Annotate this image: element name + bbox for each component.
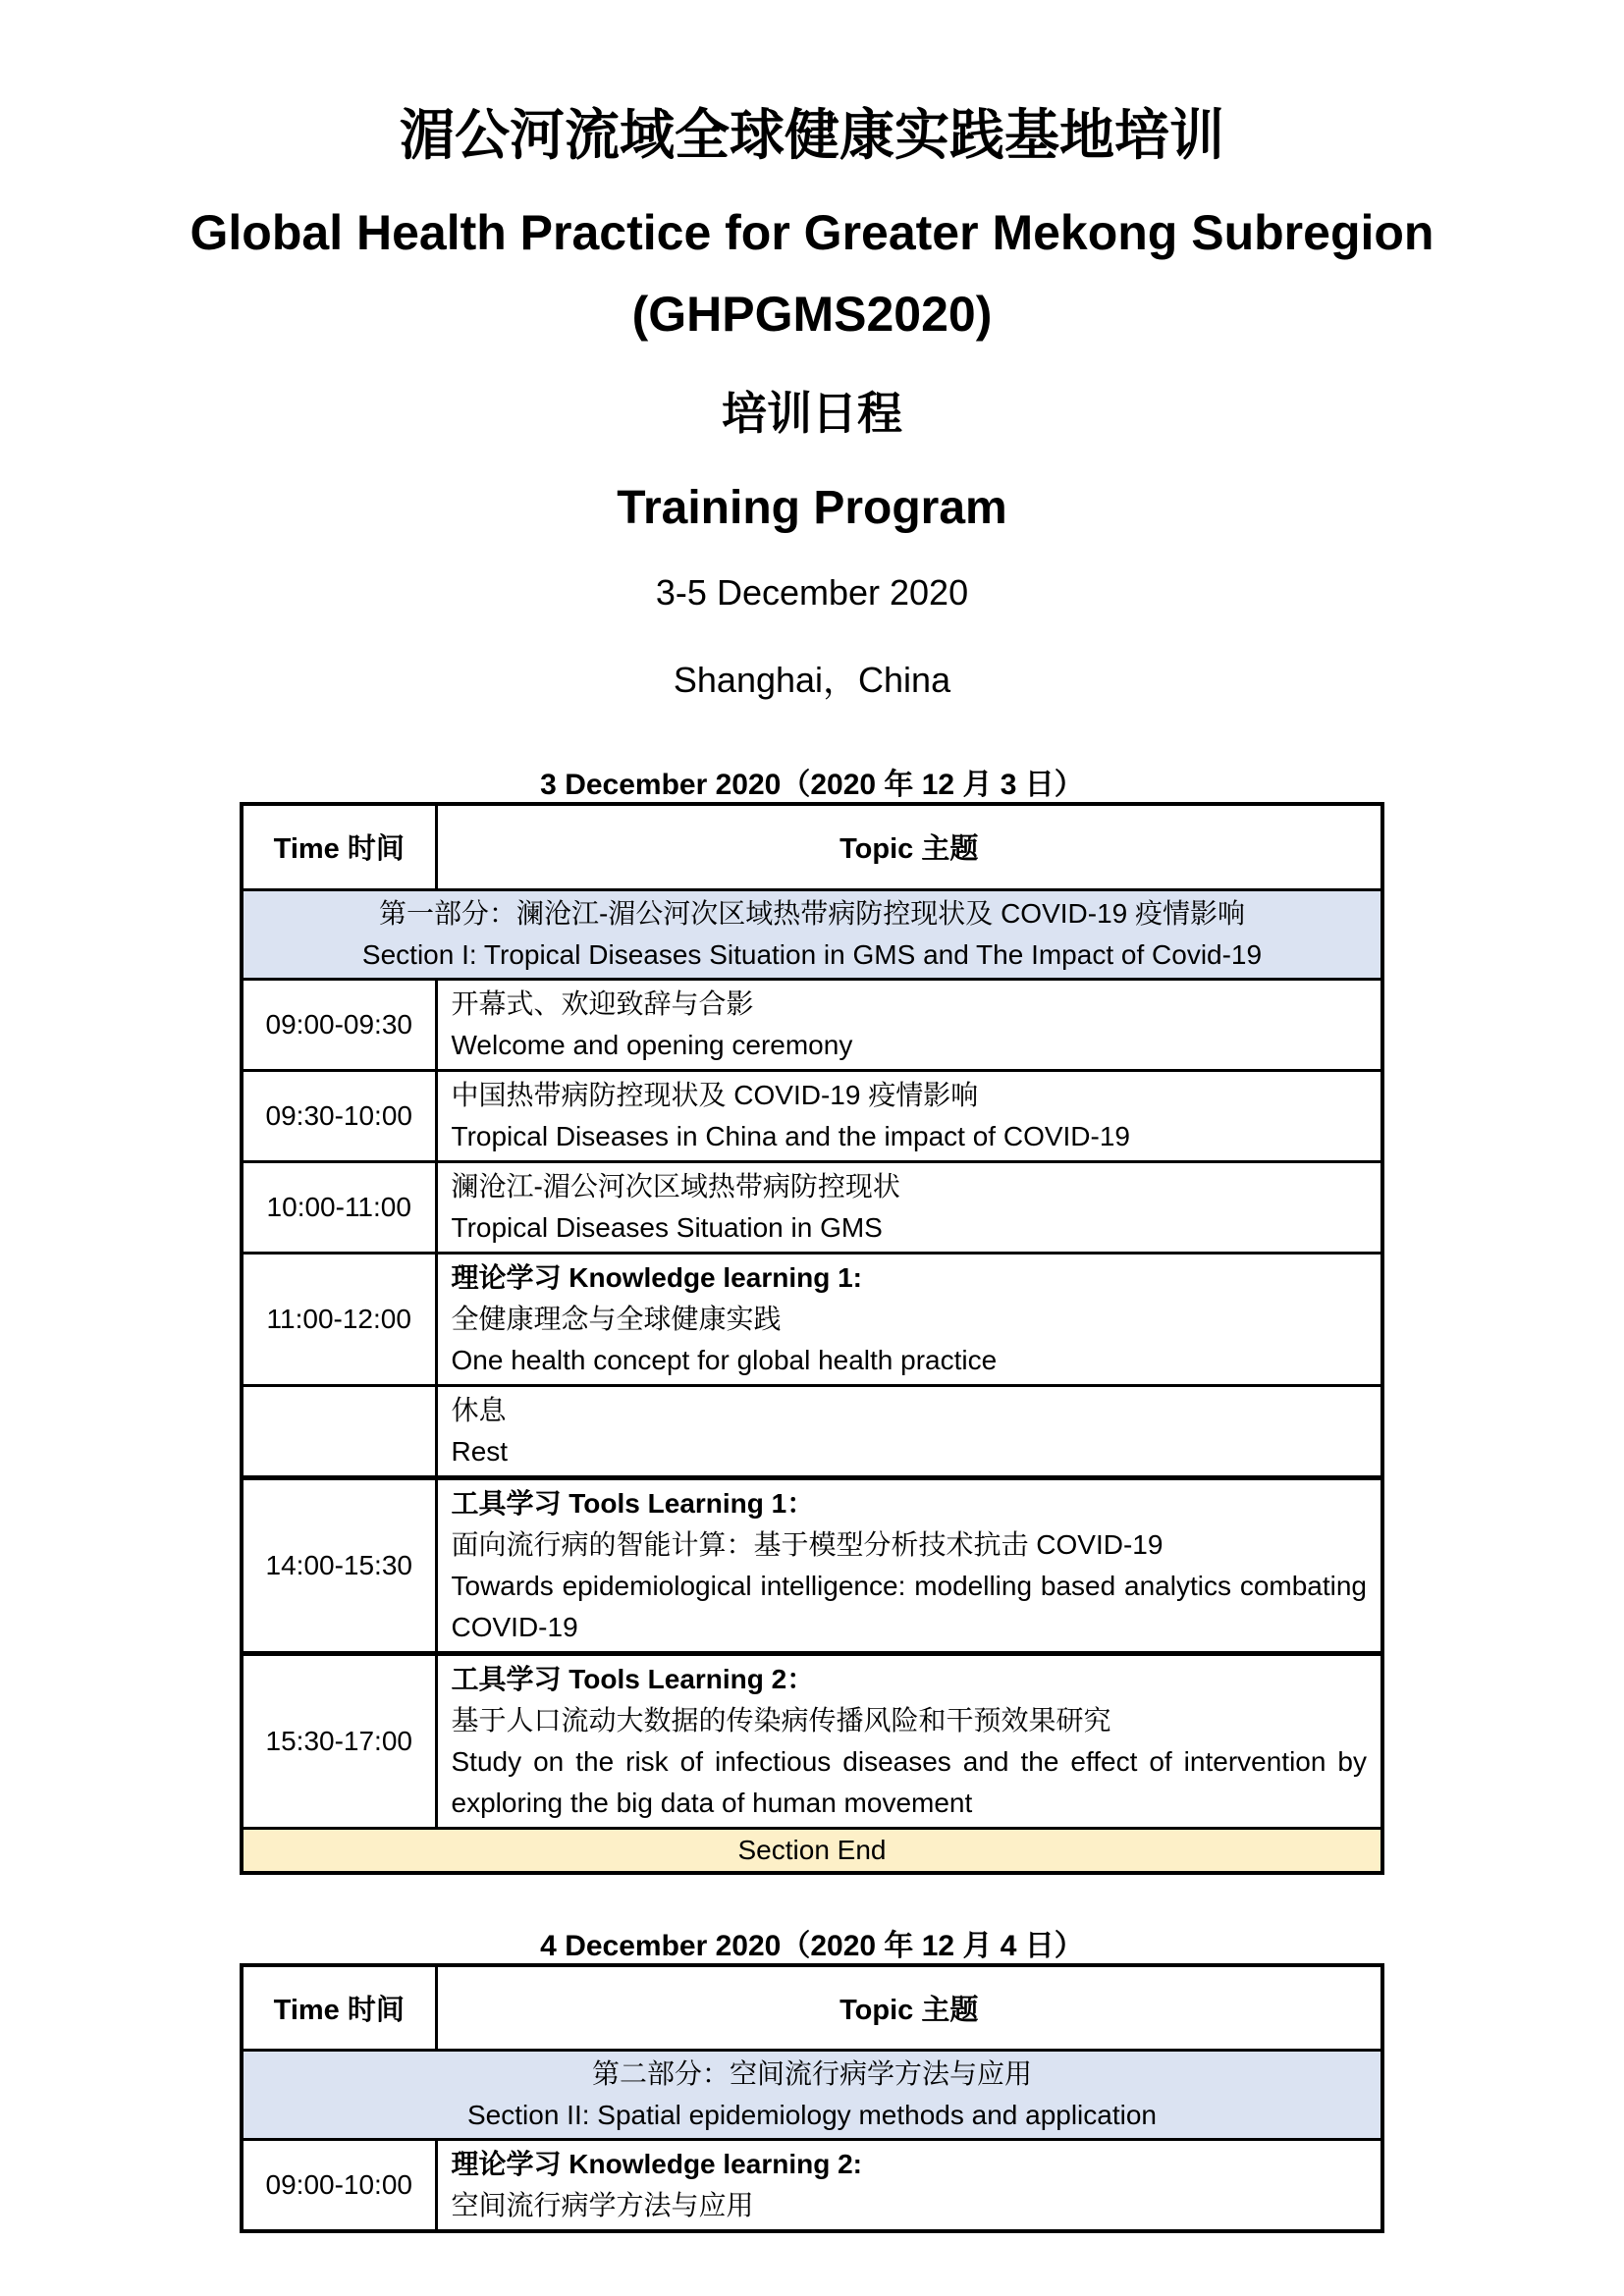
schedule-row	[242, 1477, 1382, 1653]
topic-line: 全健康理念与全球健康实践	[451, 1303, 782, 1334]
topic-cell	[436, 1653, 1382, 1828]
title-chinese: 湄公河流域全球健康实践基地培训	[400, 104, 1224, 166]
section-header-line: Section I: Tropical Diseases Situation in GMS and The Impact of Covid-19	[361, 938, 1263, 970]
topic-cell	[436, 1477, 1382, 1653]
schedule-tables	[0, 770, 1624, 2233]
topic-column-header: Topic 主题	[436, 804, 1382, 889]
schedule-table	[240, 802, 1384, 1875]
schedule-row	[242, 1385, 1382, 1477]
table-caption: 4 December 2020（2020 年 12 月 4 日）	[540, 1929, 1084, 1962]
topic-line: One health concept for global health practice	[451, 1344, 998, 1375]
section-header-cell	[242, 2051, 1382, 2140]
schedule-row	[242, 1253, 1382, 1385]
topic-line: 基于人口流动大数据的传染病传播风险和干预效果研究	[451, 1704, 1111, 1735]
section-header-row	[242, 2051, 1382, 2140]
topic-cell	[436, 2140, 1382, 2232]
section-end-row	[242, 1828, 1382, 1873]
schedule-row	[242, 2140, 1382, 2232]
schedule-row	[242, 1161, 1382, 1253]
topic-line: 澜沧江-湄公河次区域热带病防控现状	[451, 1170, 900, 1201]
table-header-row	[242, 1965, 1382, 2051]
day-schedule-block	[0, 770, 1624, 1875]
event-date-range: 3-5 December 2020	[655, 572, 969, 613]
event-location: Shanghai，China	[673, 660, 951, 700]
time-column-header: Time 时间	[242, 1965, 436, 2051]
title-english: Global Health Practice for Greater Mekong Subregion	[189, 205, 1435, 260]
topic-line: 休息	[451, 1394, 507, 1425]
time-cell: 10:00-11:00	[242, 1161, 436, 1253]
topic-line: 理论学习 Knowledge learning 1:	[451, 1261, 862, 1293]
section-header-row	[242, 889, 1382, 979]
time-cell: 14:00-15:30	[242, 1477, 436, 1653]
topic-line: Rest	[451, 1435, 509, 1467]
schedule-row	[242, 1653, 1382, 1828]
table-caption: 3 December 2020（2020 年 12 月 3 日）	[540, 769, 1084, 801]
section-header-line: Section II: Spatial epidemiology methods and application	[467, 2100, 1157, 2130]
topic-line: 工具学习 Tools Learning 2：	[451, 1663, 815, 1694]
topic-line: Study on the risk of infectious diseases and the effect of intervention by exploring the big data of human movement	[451, 1745, 1367, 1818]
topic-line: 中国热带病防控现状及 COVID-19 疫情影响	[451, 1079, 979, 1110]
day-schedule-block	[0, 1931, 1624, 2234]
topic-line: 理论学习 Knowledge learning 2:	[451, 2149, 862, 2179]
subtitle-english: Training Program	[617, 482, 1007, 534]
time-cell: 09:30-10:00	[242, 1070, 436, 1161]
topic-line: 开幕式、欢迎致辞与合影	[451, 988, 754, 1019]
topic-cell	[436, 1253, 1382, 1385]
schedule-row	[242, 979, 1382, 1070]
title-code: (GHPGMS2020)	[631, 287, 993, 342]
topic-line: 工具学习 Tools Learning 1：	[451, 1487, 815, 1519]
time-cell: 09:00-10:00	[242, 2140, 436, 2232]
time-cell: 15:30-17:00	[242, 1653, 436, 1828]
topic-cell	[436, 979, 1382, 1070]
schedule-table	[240, 1963, 1384, 2234]
topic-line: Towards epidemiological intelligence: modelling based analytics combating COVID-19	[451, 1570, 1367, 1642]
topic-line: Tropical Diseases in China and the impact of COVID-19	[451, 1120, 1130, 1151]
time-column-header: Time 时间	[242, 804, 436, 889]
table-header-row	[242, 804, 1382, 889]
topic-line: 空间流行病学方法与应用	[451, 2190, 754, 2220]
topic-cell	[436, 1161, 1382, 1253]
section-end-label: Section End	[737, 1834, 887, 1865]
topic-cell	[436, 1385, 1382, 1477]
time-cell: 09:00-09:30	[242, 979, 436, 1070]
section-end-cell	[242, 1828, 1382, 1873]
topic-line: Welcome and opening ceremony	[451, 1029, 853, 1060]
time-cell	[242, 1385, 436, 1477]
section-header-line: 第一部分：澜沧江-湄公河次区域热带病防控现状及 COVID-19 疫情影响	[378, 897, 1246, 929]
section-header-cell	[242, 889, 1382, 979]
schedule-row	[242, 1070, 1382, 1161]
subtitle-chinese: 培训日程	[722, 388, 902, 439]
topic-column-header: Topic 主题	[436, 1965, 1382, 2051]
topic-cell	[436, 1070, 1382, 1161]
section-header-line: 第二部分：空间流行病学方法与应用	[591, 2058, 1032, 2089]
topic-line: Tropical Diseases Situation in GMS	[451, 1211, 883, 1243]
time-cell: 11:00-12:00	[242, 1253, 436, 1385]
topic-line: 面向流行病的智能计算：基于模型分析技术抗击 COVID-19	[451, 1528, 1164, 1560]
